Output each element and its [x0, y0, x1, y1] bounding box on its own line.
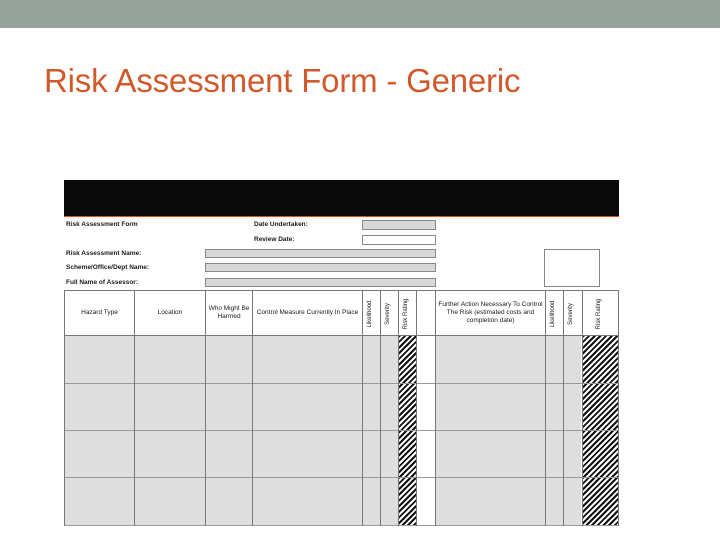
scheme-label: Scheme/Office/Dept Name:: [66, 264, 150, 271]
slide-top-bar: [0, 0, 720, 28]
table-right-border: [618, 290, 619, 526]
header-severity: Severity: [385, 303, 391, 325]
row-divider: [65, 383, 618, 384]
column-divider: [416, 291, 417, 526]
risk-rating-hatch: [398, 336, 416, 526]
table-body-left: [65, 336, 363, 526]
date-undertaken-field[interactable]: [362, 220, 436, 230]
form-label: Risk Assessment Form: [66, 221, 138, 228]
column-divider: [563, 291, 564, 526]
header-severity-2: Severity: [568, 303, 574, 325]
assessment-name-label: Risk Assessment Name:: [66, 250, 142, 257]
risk-rating-hatch-2: [582, 336, 618, 526]
row-divider: [65, 477, 618, 478]
date-undertaken-label: Date Undertaken:: [254, 221, 308, 228]
assessor-field[interactable]: [205, 278, 436, 287]
header-likelihood-2: Likelihood: [550, 300, 556, 328]
header-risk-rating: Risk Rating: [403, 298, 409, 330]
review-date-field[interactable]: [362, 235, 436, 245]
review-date-label: Review Date:: [254, 236, 295, 243]
header-risk-rating-2: Risk Rating: [596, 298, 602, 330]
row-divider: [65, 525, 618, 526]
slide-title: Risk Assessment Form - Generic: [44, 62, 521, 99]
risk-assessment-form: [63, 180, 619, 526]
column-divider: [545, 291, 546, 526]
column-divider: [398, 291, 399, 526]
header-location: Location: [157, 309, 183, 316]
signature-box[interactable]: [544, 249, 600, 287]
scheme-field[interactable]: [205, 263, 436, 272]
row-divider: [65, 430, 618, 431]
header-hazard-type: Hazard Type: [81, 309, 118, 316]
header-control-measure: Control Measure Currently In Place: [256, 309, 359, 316]
header-who-might-be-harmed: Who Might Be Harmed: [208, 305, 250, 320]
assessor-label: Full Name of Assessor:: [66, 279, 139, 286]
column-divider: [582, 291, 583, 526]
table-header-bottom-border: [64, 335, 619, 336]
form-header-accent-line: [64, 216, 619, 217]
assessment-name-field[interactable]: [205, 249, 436, 258]
header-likelihood: Likelihood: [367, 300, 373, 328]
column-divider: [362, 291, 363, 526]
header-further-action: Further Action Necessary To Control The Risk (estimated costs and completion date): [438, 301, 543, 324]
table-body-further-action: [435, 336, 545, 526]
column-divider: [380, 291, 381, 526]
form-header-bar: [64, 180, 619, 216]
